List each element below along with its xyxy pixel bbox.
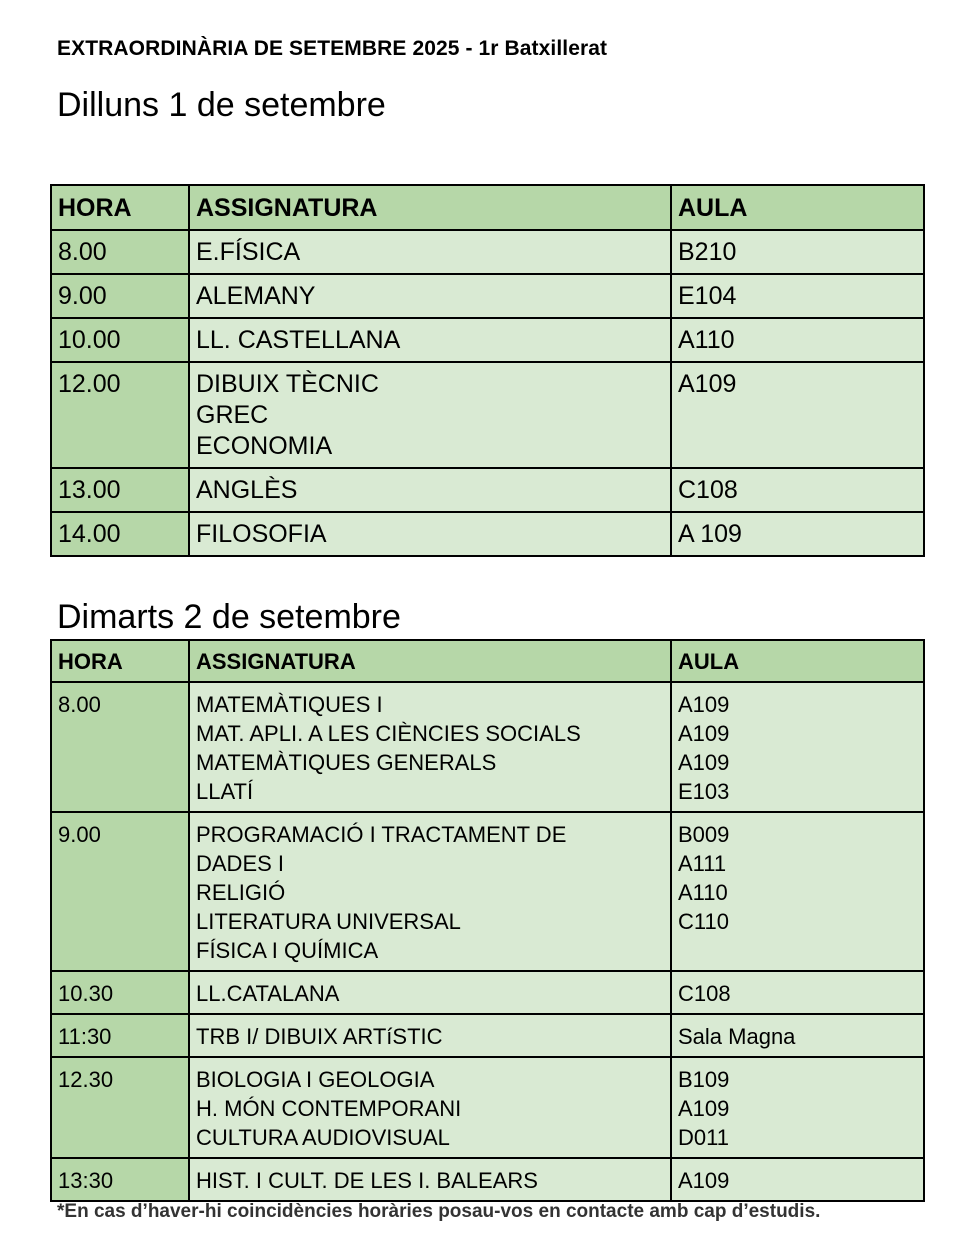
aula-room: C110 xyxy=(678,909,729,934)
assignatura-name: MATEMÀTIQUES I xyxy=(196,692,383,717)
aula-cell xyxy=(671,1158,924,1201)
aula-room: B109 xyxy=(678,1067,730,1092)
table-header-row xyxy=(51,640,924,682)
table-row xyxy=(51,812,924,971)
assignatura-name: TRB I/ DIBUIX ARTíSTIC xyxy=(196,1024,443,1049)
aula-room: A110 xyxy=(678,326,735,354)
header-aula: AULA xyxy=(671,640,924,682)
day2-schedule-table xyxy=(50,639,925,1202)
header-hora: HORA xyxy=(51,640,189,682)
assignatura-name: E.FÍSICA xyxy=(196,238,301,266)
aula-cell xyxy=(671,512,924,556)
assignatura-name: PROGRAMACIÓ I TRACTAMENT DE xyxy=(196,822,567,847)
assignatura-cell xyxy=(189,1158,671,1201)
header-assignatura: ASSIGNATURA xyxy=(189,185,671,230)
aula-cell xyxy=(671,362,924,468)
aula-room: A110 xyxy=(678,880,728,905)
table-row xyxy=(51,230,924,274)
aula-room: E103 xyxy=(678,779,730,804)
assignatura-name: MATEMÀTIQUES GENERALS xyxy=(196,750,497,775)
hora-cell: 9.00 xyxy=(51,274,189,318)
hora-cell: 11:30 xyxy=(51,1014,189,1057)
assignatura-name: DADES I xyxy=(196,851,285,876)
aula-room: B210 xyxy=(678,238,737,266)
hora-cell: 13.00 xyxy=(51,468,189,512)
table-row xyxy=(51,971,924,1014)
aula-room: A111 xyxy=(678,851,727,876)
aula-cell xyxy=(671,1057,924,1158)
assignatura-cell xyxy=(189,230,671,274)
assignatura-name: FÍSICA I QUÍMICA xyxy=(196,938,379,963)
table-row xyxy=(51,274,924,318)
assignatura-cell xyxy=(189,468,671,512)
header-aula: AULA xyxy=(671,185,924,230)
table-header-row xyxy=(51,185,924,230)
header-assignatura: ASSIGNATURA xyxy=(189,640,671,682)
table-row xyxy=(51,682,924,812)
hora-cell: 10.00 xyxy=(51,318,189,362)
aula-room: D011 xyxy=(678,1125,729,1150)
assignatura-name: LLATÍ xyxy=(196,779,254,804)
table-row xyxy=(51,1057,924,1158)
aula-cell xyxy=(671,274,924,318)
aula-room: A109 xyxy=(678,370,737,398)
aula-cell xyxy=(671,812,924,971)
table-row xyxy=(51,362,924,468)
table-row xyxy=(51,1014,924,1057)
assignatura-cell xyxy=(189,1057,671,1158)
assignatura-cell xyxy=(189,512,671,556)
assignatura-cell xyxy=(189,682,671,812)
header-hora: HORA xyxy=(51,185,189,230)
aula-room: E104 xyxy=(678,282,737,310)
hora-cell: 12.30 xyxy=(51,1057,189,1158)
assignatura-name: RELIGIÓ xyxy=(196,880,286,905)
aula-cell xyxy=(671,230,924,274)
assignatura-name: GREC xyxy=(196,401,269,429)
assignatura-name: FILOSOFIA xyxy=(196,520,327,548)
assignatura-name: H. MÓN CONTEMPORANI xyxy=(196,1096,462,1121)
aula-room: C108 xyxy=(678,981,731,1006)
assignatura-name: HIST. I CULT. DE LES I. BALEARS xyxy=(196,1168,538,1193)
aula-room: A 109 xyxy=(678,520,742,548)
document-title: EXTRAORDINÀRIA DE SETEMBRE 2025 - 1r Batxillerat xyxy=(57,37,608,60)
assignatura-cell xyxy=(189,318,671,362)
assignatura-name: LL.CATALANA xyxy=(196,981,340,1006)
aula-cell xyxy=(671,1014,924,1057)
assignatura-cell xyxy=(189,274,671,318)
aula-cell xyxy=(671,318,924,362)
aula-room: C108 xyxy=(678,476,738,504)
aula-cell xyxy=(671,682,924,812)
hora-cell: 9.00 xyxy=(51,812,189,971)
assignatura-cell xyxy=(189,812,671,971)
aula-room: Sala Magna xyxy=(678,1024,796,1049)
table-row xyxy=(51,1158,924,1201)
aula-cell xyxy=(671,468,924,512)
footnote: *En cas d’haver-hi coincidències horàries posau-vos en contacte amb cap d’estudis. xyxy=(57,1201,821,1222)
assignatura-name: LITERATURA UNIVERSAL xyxy=(196,909,461,934)
assignatura-name: MAT. APLI. A LES CIÈNCIES SOCIALS xyxy=(196,721,581,746)
aula-room: A109 xyxy=(678,750,730,775)
aula-room: A109 xyxy=(678,1096,730,1121)
assignatura-name: ANGLÈS xyxy=(196,476,298,504)
hora-cell: 10.30 xyxy=(51,971,189,1014)
assignatura-cell xyxy=(189,971,671,1014)
day1-schedule-table xyxy=(50,184,925,557)
aula-room: A109 xyxy=(678,692,730,717)
assignatura-name: BIOLOGIA I GEOLOGIA xyxy=(196,1067,435,1092)
assignatura-name: LL. CASTELLANA xyxy=(196,326,401,354)
assignatura-cell xyxy=(189,1014,671,1057)
hora-cell: 12.00 xyxy=(51,362,189,468)
hora-cell: 8.00 xyxy=(51,230,189,274)
table-row xyxy=(51,512,924,556)
hora-cell: 13:30 xyxy=(51,1158,189,1201)
aula-room: A109 xyxy=(678,721,730,746)
assignatura-cell xyxy=(189,362,671,468)
assignatura-name: ECONOMIA xyxy=(196,432,333,460)
assignatura-name: ALEMANY xyxy=(196,282,316,310)
table-row xyxy=(51,468,924,512)
day1-heading: Dilluns 1 de setembre xyxy=(57,86,386,124)
aula-cell xyxy=(671,971,924,1014)
hora-cell: 8.00 xyxy=(51,682,189,812)
assignatura-name: DIBUIX TÈCNIC xyxy=(196,370,379,398)
assignatura-name: CULTURA AUDIOVISUAL xyxy=(196,1125,450,1150)
day2-heading: Dimarts 2 de setembre xyxy=(57,598,401,636)
hora-cell: 14.00 xyxy=(51,512,189,556)
aula-room: B009 xyxy=(678,822,730,847)
table-row xyxy=(51,318,924,362)
aula-room: A109 xyxy=(678,1168,730,1193)
